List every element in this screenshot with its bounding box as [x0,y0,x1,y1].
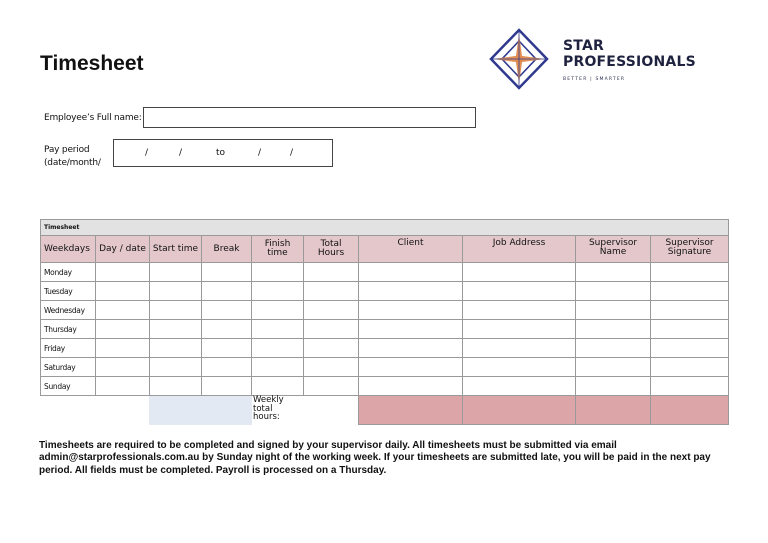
cell-input[interactable] [202,282,252,301]
table-row [41,263,729,282]
page-title: Timesheet [40,52,144,75]
header-start-time: Start time [150,236,202,263]
cell-input[interactable] [96,301,150,320]
cell-input[interactable] [359,358,463,377]
cell-input[interactable] [150,320,202,339]
table-row [41,282,729,301]
header-finish-line-2: time [267,248,288,258]
cell-input[interactable] [252,301,304,320]
header-finish-time [252,236,304,263]
day-label: Sunday [41,377,96,396]
header-sup-name-line-2: Name [599,247,627,257]
cell-input[interactable] [359,263,463,282]
cell-input[interactable] [463,377,576,396]
cell-input[interactable] [96,377,150,396]
cell-input[interactable] [96,320,150,339]
weekly-total-line-2: total [253,403,273,414]
cell-input[interactable] [651,377,729,396]
weekly-total-fill[interactable] [150,396,202,425]
cell-input[interactable] [651,301,729,320]
cell-input[interactable] [651,320,729,339]
timesheet-table [40,219,729,425]
signoff-cell[interactable] [359,396,463,425]
cell-input[interactable] [304,301,359,320]
weekly-total-line-1: Weekly [253,395,284,405]
period-separator: / [145,148,149,158]
cell-input[interactable] [252,320,304,339]
submission-note: Timesheets are required to be completed and signed by your supervisor daily. All timesheets must be submitted via email admin@starprofessionals.com.au by Sunday night of the working week. If your timesheets are submitted late, you will be paid in the next pay period. All fields must be completed. Payroll is processed on a Thursday. [39,440,711,476]
cell-input[interactable] [202,320,252,339]
cell-input[interactable] [96,358,150,377]
header-supervisor-signature [651,236,729,263]
company-logo [489,28,699,94]
header-client: Client [359,236,463,263]
table-row [41,339,729,358]
cell-input[interactable] [651,358,729,377]
logo-wordmark [563,38,696,70]
cell-input[interactable] [202,263,252,282]
header-finish-line-1: Finish [264,239,291,249]
cell-input[interactable] [252,358,304,377]
cell-input[interactable] [304,263,359,282]
cell-input[interactable] [463,339,576,358]
header-supervisor-name [576,236,651,263]
cell-input[interactable] [304,377,359,396]
cell-input[interactable] [96,263,150,282]
weekly-total-line-3: hours: [253,412,280,422]
logo-line-1: STAR [563,38,604,54]
cell-input[interactable] [202,301,252,320]
blank-cell [41,396,96,425]
period-separator: / [179,148,183,158]
period-separator: / [258,148,262,158]
cell-input[interactable] [651,263,729,282]
cell-input[interactable] [252,339,304,358]
cell-input[interactable] [463,301,576,320]
cell-input[interactable] [463,282,576,301]
table-row [41,301,729,320]
cell-input[interactable] [576,358,651,377]
blank-cell [96,396,150,425]
cell-input[interactable] [463,358,576,377]
table-row [41,358,729,377]
cell-input[interactable] [463,263,576,282]
day-label: Friday [41,339,96,358]
weekly-total-fill[interactable] [202,396,252,425]
signoff-cell[interactable] [576,396,651,425]
header-total-line-1: Total [320,239,342,249]
table-caption: Timesheet [41,220,729,236]
header-sup-sig-line-1: Supervisor [665,238,714,248]
cell-input[interactable] [202,339,252,358]
day-label: Wednesday [41,301,96,320]
cell-input[interactable] [96,339,150,358]
cell-input[interactable] [576,320,651,339]
day-label: Thursday [41,320,96,339]
cell-input[interactable] [463,320,576,339]
cell-input[interactable] [150,282,202,301]
cell-input[interactable] [202,358,252,377]
cell-input[interactable] [304,339,359,358]
signoff-cell[interactable] [463,396,576,425]
cell-input[interactable] [150,263,202,282]
weekly-total-label [252,396,304,425]
header-weekdays: Weekdays [41,236,96,263]
full-name-field[interactable] [143,107,476,128]
pay-period-field[interactable] [113,139,333,167]
signoff-cell[interactable] [651,396,729,425]
header-total-hours [304,236,359,263]
full-name-label: Employee’s Full name: [44,113,142,123]
cell-input[interactable] [576,301,651,320]
cell-input[interactable] [96,282,150,301]
cell-input[interactable] [576,263,651,282]
star-logo-icon [489,28,555,94]
cell-input[interactable] [359,301,463,320]
day-label: Tuesday [41,282,96,301]
header-job-address: Job Address [463,236,576,263]
header-total-line-2: Hours [317,248,345,258]
logo-tagline: BETTER | SMARTER [563,77,626,82]
logo-line-2: PROFESSIONALS [563,54,696,70]
day-label: Monday [41,263,96,282]
cell-input[interactable] [252,282,304,301]
cell-input[interactable] [202,377,252,396]
cell-input[interactable] [651,282,729,301]
cell-input[interactable] [150,339,202,358]
cell-input[interactable] [651,339,729,358]
header-sup-sig-line-2: Signature [667,247,712,257]
cell-input[interactable] [304,282,359,301]
cell-input[interactable] [359,339,463,358]
cell-input[interactable] [150,358,202,377]
cell-input[interactable] [304,320,359,339]
cell-input[interactable] [576,339,651,358]
header-break: Break [202,236,252,263]
pay-period-label-line-1: Pay period [44,145,90,155]
cell-input[interactable] [150,301,202,320]
cell-input[interactable] [359,282,463,301]
cell-input[interactable] [150,377,202,396]
cell-input[interactable] [359,320,463,339]
period-to-label: to [216,148,226,158]
table-row [41,320,729,339]
table-row [41,377,729,396]
header-sup-name-line-1: Supervisor [588,238,638,248]
cell-input[interactable] [252,377,304,396]
period-separator: / [290,148,294,158]
weekly-total-row [41,396,729,425]
cell-input[interactable] [304,358,359,377]
header-day-date: Day / date [96,236,150,263]
cell-input[interactable] [576,282,651,301]
blank-cell [304,396,359,425]
pay-period-label-line-2: (date/month/ [44,158,101,168]
cell-input[interactable] [252,263,304,282]
cell-input[interactable] [359,377,463,396]
cell-input[interactable] [576,377,651,396]
day-label: Saturday [41,358,96,377]
